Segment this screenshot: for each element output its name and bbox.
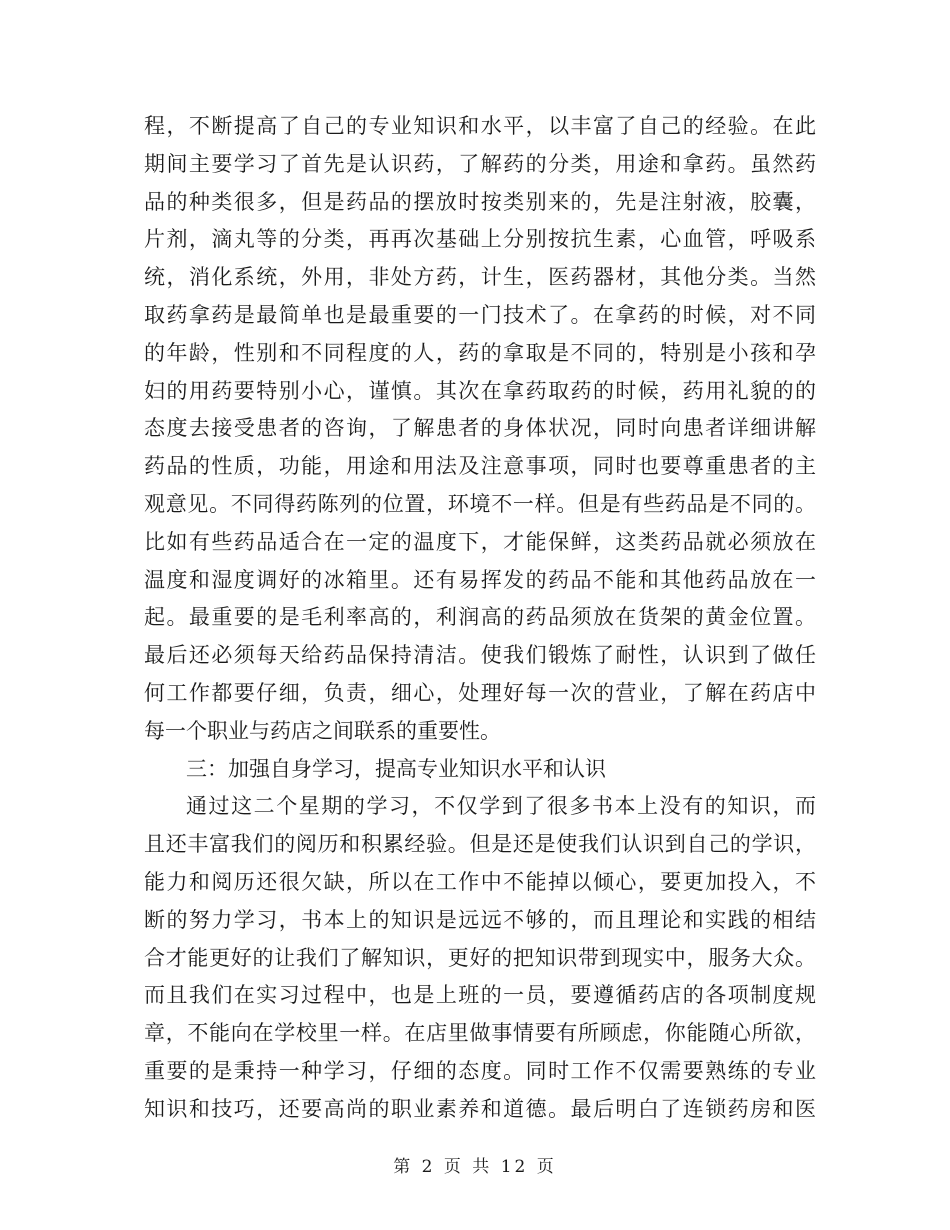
paragraph-1 — [144, 108, 816, 751]
text-line: 片剂，滴丸等的分类，再再次基础上分别按抗生素，心血管，呼吸系 — [144, 227, 816, 252]
text-line: 何工作都要仔细，负责，细心，处理好每一次的营业，了解在药店中 — [144, 680, 816, 705]
text-line: 起。最重要的是毛利率高的，利润高的药品须放在货架的黄金位置。 — [144, 605, 816, 630]
text-line: 温度和湿度调好的冰箱里。还有易挥发的药品不能和其他药品放在一 — [144, 567, 816, 592]
text-line: 断的努力学习，书本上的知识是远远不够的，而且理论和实践的相结 — [144, 907, 816, 932]
text-line: 观意见。不同得药陈列的位置，环境不一样。但是有些药品是不同的。 — [144, 491, 816, 516]
text-line: 每一个职业与药店之间联系的重要性。 — [144, 718, 501, 743]
text-line: 重要的是秉持一种学习，仔细的态度。同时工作不仅需要熟练的专业 — [144, 1058, 816, 1083]
text-line: 而且我们在实习过程中，也是上班的一员，要遵循药店的各项制度规 — [144, 983, 816, 1008]
text-line: 合才能更好的让我们了解知识，更好的把知识带到现实中，服务大众。 — [144, 945, 816, 970]
text-line: 最后还必须每天给药品保持清洁。使我们锻炼了耐性，认识到了做任 — [144, 643, 816, 668]
text-line: 比如有些药品适合在一定的温度下，才能保鲜，这类药品就必须放在 — [144, 529, 816, 554]
text-line: 品的种类很多，但是药品的摆放时按类别来的，先是注射液，胶囊， — [144, 189, 816, 214]
section-heading: 三：加强自身学习，提高专业知识水平和认识 — [186, 756, 606, 781]
text-line: 取药拿药是最简单也是最重要的一门技术了。在拿药的时候，对不同 — [144, 302, 816, 327]
page-footer: 第 2 页 共 12 页 — [393, 1157, 557, 1177]
text-line: 药品的性质，功能，用途和用法及注意事项，同时也要尊重患者的主 — [144, 454, 816, 479]
text-line: 妇的用药要特别小心，谨慎。其次在拿药取药的时候，药用礼貌的的 — [144, 378, 816, 403]
text-line: 程，不断提高了自己的专业知识和水平，以丰富了自己的经验。在此 — [144, 114, 816, 138]
text-line: 且还丰富我们的阅历和积累经验。但是还是使我们认识到自己的学识， — [144, 832, 816, 857]
text-line: 通过这二个星期的学习，不仅学到了很多书本上没有的知识，而 — [186, 794, 816, 819]
document-body — [144, 108, 816, 1129]
text-line: 统，消化系统，外用，非处方药，计生，医药器材，其他分类。当然 — [144, 265, 816, 290]
paragraph-2 — [144, 788, 816, 1128]
text-line: 态度去接受患者的咨询，了解患者的身体状况，同时向患者详细讲解 — [144, 416, 816, 441]
text-line: 章，不能向在学校里一样。在店里做事情要有所顾虑，你能随心所欲， — [144, 1021, 816, 1046]
text-line: 期间主要学习了首先是认识药，了解药的分类，用途和拿药。虽然药 — [144, 151, 816, 176]
text-line: 知识和技巧，还要高尚的职业素养和道德。最后明白了连锁药房和医 — [144, 1096, 816, 1121]
text-line: 能力和阅历还很欠缺，所以在工作中不能掉以倾心，要更加投入，不 — [144, 869, 816, 894]
text-line: 的年龄，性别和不同程度的人，药的拿取是不同的，特别是小孩和孕 — [144, 340, 816, 365]
